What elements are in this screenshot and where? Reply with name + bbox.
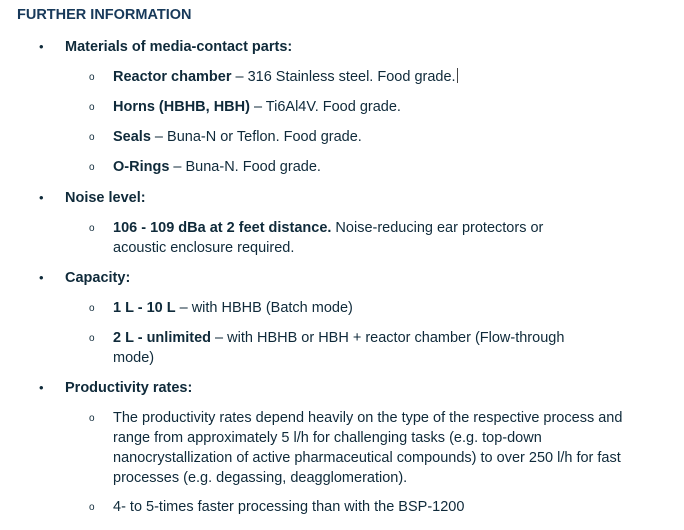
sub-bullet-icon: o (89, 223, 95, 234)
list-item (113, 67, 633, 87)
list-item (113, 298, 633, 318)
item-text: – 316 Stainless steel. Food grade. (231, 69, 456, 85)
item-text: – with HBHB or HBH + reactor chamber (Flow-through mode) (113, 330, 565, 366)
list-heading-noise: Noise level: (65, 190, 146, 206)
list-heading-materials: Materials of media-contact parts: (65, 39, 293, 55)
list-item (113, 97, 633, 117)
sub-bullet-icon: o (89, 162, 95, 173)
list-item (113, 328, 593, 368)
bullet-icon: • (39, 39, 44, 54)
sub-bullet-icon: o (89, 502, 95, 513)
sub-bullet-icon: o (89, 72, 95, 83)
bullet-icon: • (39, 190, 44, 205)
list-item (113, 497, 633, 517)
sub-bullet-icon: o (89, 333, 95, 344)
list-item (113, 218, 583, 258)
item-text: – Buna-N or Teflon. Food grade. (150, 129, 362, 145)
item-text: Noise-reducing ear protectors or acoustic enclosure required. (113, 220, 544, 256)
sub-bullet-icon: o (89, 413, 95, 424)
item-text: The productivity rates depend heavily on the type of the respective process and range from approximately 5 l/h for challenging tasks (e.g. top-down nanocrystallization of active pharmaceutical compounds) to over 250 l/h for fast processes (e.g. degassing, deagglomeration). (113, 410, 623, 486)
bullet-icon: • (39, 380, 44, 395)
item-term: 1 L - 10 L (113, 300, 176, 316)
section-heading: FURTHER INFORMATION (17, 7, 192, 23)
item-term: O-Rings (113, 159, 170, 175)
bullet-icon: • (39, 270, 44, 285)
item-text: – Ti6Al4V. Food grade. (249, 99, 401, 115)
item-text: – Buna-N. Food grade. (169, 159, 321, 175)
list-heading-capacity: Capacity: (65, 270, 131, 286)
item-term: 106 - 109 dBa at 2 feet distance. (113, 220, 332, 236)
item-text: 4- to 5-times faster processing than with the BSP-1200 (113, 499, 465, 515)
item-text: – with HBHB (Batch mode) (175, 300, 353, 316)
sub-bullet-icon: o (89, 303, 95, 314)
item-term: Seals (113, 129, 151, 145)
list-heading-productivity: Productivity rates: (65, 380, 193, 396)
item-term: Reactor chamber (113, 69, 232, 85)
list-item (113, 408, 623, 488)
item-term: 2 L - unlimited (113, 330, 212, 346)
list-item (113, 157, 633, 177)
item-term: Horns (HBHB, HBH) (113, 99, 250, 115)
sub-bullet-icon: o (89, 132, 95, 143)
list-item (113, 127, 633, 147)
text-cursor (457, 68, 458, 83)
sub-bullet-icon: o (89, 102, 95, 113)
